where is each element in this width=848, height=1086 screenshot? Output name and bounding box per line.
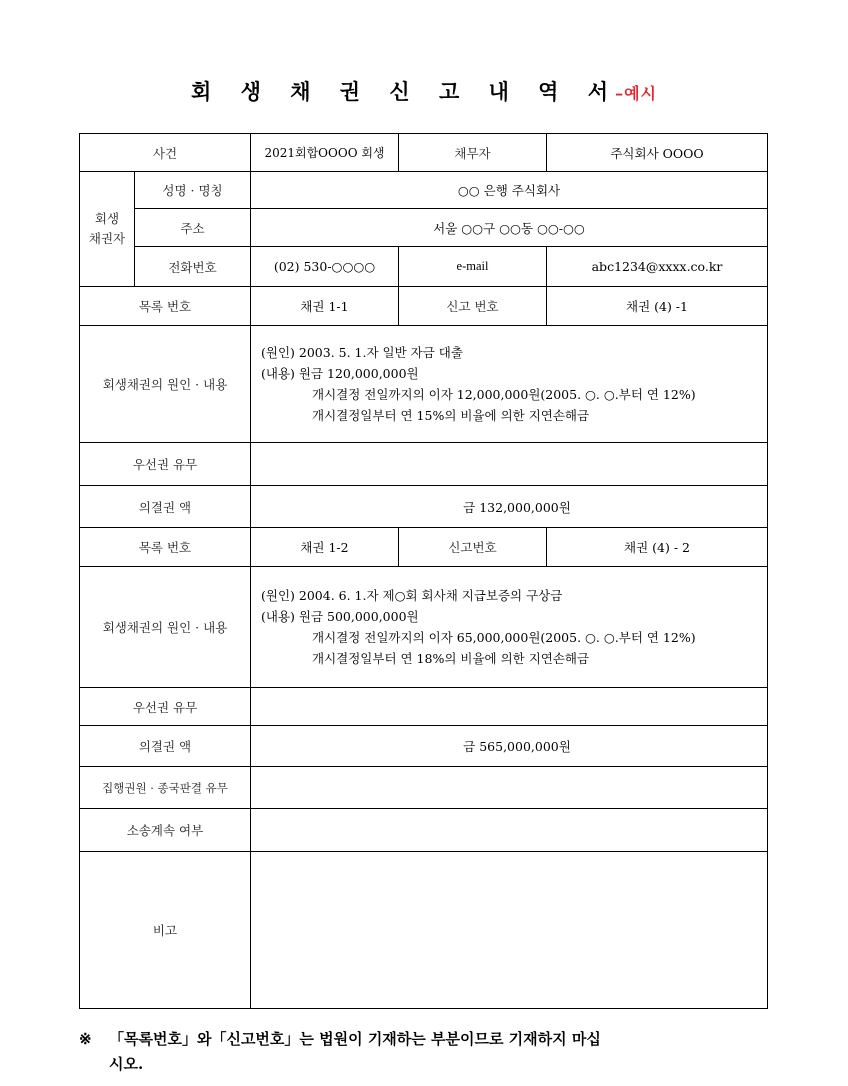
claim2-cause-content — [251, 567, 768, 688]
claim2-cause-line: (내용) 원금 500,000,000원 — [261, 609, 419, 624]
creditor-email-label: e-mail — [399, 247, 547, 287]
lawsuit-value — [251, 809, 768, 852]
execution-title-label: 집행권원 · 종국판결 유무 — [80, 767, 251, 809]
lawsuit-label: 소송계속 여부 — [80, 809, 251, 852]
creditor-name-label: 성명 · 명칭 — [135, 172, 251, 209]
claim1-cause-label: 회생채권의 원인 · 내용 — [80, 326, 251, 443]
case-value: 2021회합OOOO 회생 — [251, 134, 399, 172]
claim1-report-no-label: 신고 번호 — [399, 287, 547, 326]
claim1-cause-line: 개시결정일부터 연 15%의 비율에 의한 지연손해금 — [312, 408, 590, 423]
claim2-list-no-label: 목록 번호 — [80, 528, 251, 567]
creditor-email-value: abc1234@xxxx.co.kr — [547, 247, 768, 287]
reference-mark: ※ — [79, 1030, 92, 1048]
claim2-cause-line: 개시결정 전일까지의 이자 65,000,000원(2005. ○. ○.부터 연 12%) — [312, 630, 696, 645]
footnote — [79, 1027, 779, 1077]
claim2-cause-line: 개시결정일부터 연 18%의 비율에 의한 지연손해금 — [312, 651, 590, 666]
footnote-line-1: 「목록번호」와「신고번호」는 법원이 기재하는 부분이므로 기재하지 마십 — [109, 1030, 601, 1048]
claim1-vote-label: 의결권 액 — [80, 486, 251, 528]
creditor-name-value: ○○ 은행 주식회사 — [251, 172, 768, 209]
claim1-report-no-value: 채권 (4) -1 — [547, 287, 768, 326]
claim1-cause-line: (내용) 원금 120,000,000원 — [261, 366, 419, 381]
claim1-priority-value — [251, 443, 768, 486]
claim1-vote-value: 금 132,000,000원 — [251, 486, 768, 528]
footnote-line-2: 시오. — [109, 1055, 144, 1073]
creditor-group-label: 회생 채권자 — [80, 172, 135, 287]
remarks-label: 비고 — [80, 852, 251, 1009]
title-example-tag: –예시 — [615, 84, 657, 103]
claim2-list-no-value: 채권 1-2 — [251, 528, 399, 567]
creditor-phone-value: (02) 530-○○○○ — [251, 247, 399, 287]
claim1-cause-line: (원인) 2003. 5. 1.자 일반 자금 대출 — [261, 345, 463, 360]
debtor-value: 주식회사 OOOO — [547, 134, 768, 172]
claim2-vote-value: 금 565,000,000원 — [251, 726, 768, 767]
claim1-list-no-value: 채권 1-1 — [251, 287, 399, 326]
remarks-value — [251, 852, 768, 1009]
debtor-label: 채무자 — [399, 134, 547, 172]
claim2-report-no-label: 신고번호 — [399, 528, 547, 567]
claim1-cause-line: 개시결정 전일까지의 이자 12,000,000원(2005. ○. ○.부터 연 12%) — [312, 387, 696, 402]
creditor-address-value: 서울 ○○구 ○○동 ○○-○○ — [251, 209, 768, 247]
claim2-priority-value — [251, 688, 768, 726]
creditor-phone-label: 전화번호 — [135, 247, 251, 287]
case-label: 사건 — [80, 134, 251, 172]
creditor-address-label: 주소 — [135, 209, 251, 247]
claim1-cause-content — [251, 326, 768, 443]
claim-report-table — [79, 133, 768, 1009]
execution-title-value — [251, 767, 768, 809]
title-text: 회 생 채 권 신 고 내 역 서 — [191, 79, 620, 104]
document-title — [0, 76, 848, 106]
claim2-priority-label: 우선권 유무 — [80, 688, 251, 726]
claim1-priority-label: 우선권 유무 — [80, 443, 251, 486]
claim2-cause-line: (원인) 2004. 6. 1.자 제○회 회사채 지급보증의 구상금 — [261, 588, 563, 603]
claim2-cause-label: 회생채권의 원인 · 내용 — [80, 567, 251, 688]
claim1-list-no-label: 목록 번호 — [80, 287, 251, 326]
claim2-report-no-value: 채권 (4) - 2 — [547, 528, 768, 567]
claim2-vote-label: 의결권 액 — [80, 726, 251, 767]
